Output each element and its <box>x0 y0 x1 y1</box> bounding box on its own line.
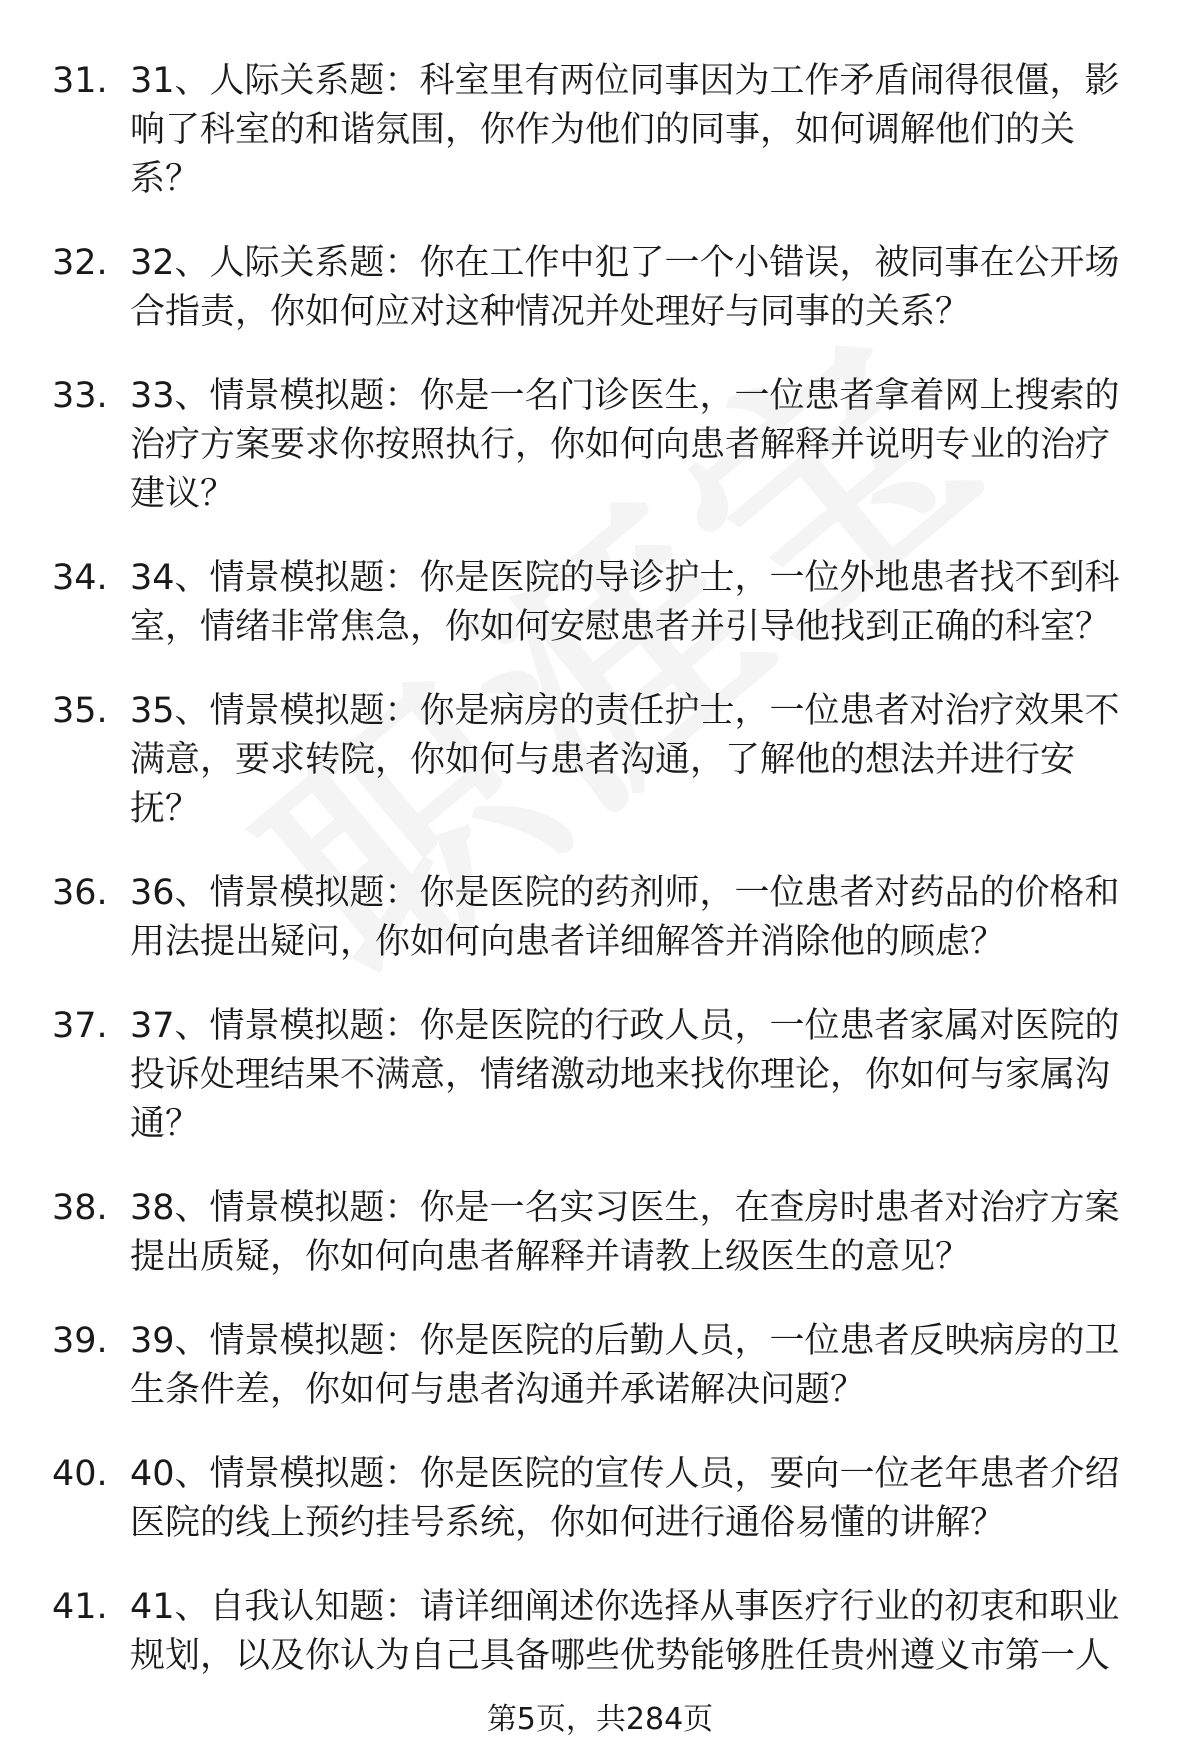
item-number: 39. <box>52 1321 108 1361</box>
page-footer: 第5页，共284页 <box>486 1702 714 1737</box>
list-item <box>0 1002 1200 1149</box>
list-item <box>0 57 1200 204</box>
list-item <box>0 239 1200 337</box>
item-number: 37. <box>52 1006 108 1046</box>
question-text: 40、情景模拟题：你是医院的宣传人员，要向一位老年患者介绍医院的线上预约挂号系统，你如何进行通俗易懂的讲解？ <box>130 1454 1120 1543</box>
list-item <box>0 1184 1200 1282</box>
item-number: 36. <box>52 873 108 913</box>
list-item <box>0 1450 1200 1548</box>
question-text: 31、人际关系题：科室里有两位同事因为工作矛盾闹得很僵，影响了科室的和谐氛围，你作为他们的同事，如何调解他们的关系？ <box>130 61 1120 199</box>
list-item <box>0 372 1200 519</box>
question-text: 35、情景模拟题：你是病房的责任护士，一位患者对治疗效果不满意，要求转院，你如何与患者沟通，了解他的想法并进行安抚？ <box>130 691 1120 829</box>
item-number: 34. <box>52 558 108 598</box>
question-text: 37、情景模拟题：你是医院的行政人员，一位患者家属对医院的投诉处理结果不满意，情绪激动地来找你理论，你如何与家属沟通？ <box>130 1006 1120 1144</box>
list-item <box>0 1583 1200 1681</box>
item-number: 40. <box>52 1454 108 1494</box>
item-number: 35. <box>52 691 108 731</box>
list-item <box>0 554 1200 652</box>
question-list <box>0 57 1200 1716</box>
list-item <box>0 869 1200 967</box>
item-number: 41. <box>52 1587 108 1627</box>
item-number: 33. <box>52 376 108 416</box>
item-number: 31. <box>52 61 108 101</box>
question-text: 33、情景模拟题：你是一名门诊医生，一位患者拿着网上搜索的治疗方案要求你按照执行，你如何向患者解释并说明专业的治疗建议？ <box>130 376 1120 514</box>
question-text: 41、自我认知题：请详细阐述你选择从事医疗行业的初衷和职业规划，以及你认为自己具备哪些优势能够胜任贵州遵义市第一人 <box>130 1587 1120 1676</box>
question-text: 36、情景模拟题：你是医院的药剂师，一位患者对药品的价格和用法提出疑问，你如何向患者详细解答并消除他的顾虑？ <box>130 873 1120 962</box>
question-text: 32、人际关系题：你在工作中犯了一个小错误，被同事在公开场合指责，你如何应对这种情况并处理好与同事的关系？ <box>130 243 1120 332</box>
question-text: 39、情景模拟题：你是医院的后勤人员，一位患者反映病房的卫生条件差，你如何与患者沟通并承诺解决问题？ <box>130 1321 1120 1410</box>
item-number: 32. <box>52 243 108 283</box>
question-text: 34、情景模拟题：你是医院的导诊护士，一位外地患者找不到科室，情绪非常焦急，你如何安慰患者并引导他找到正确的科室？ <box>130 558 1120 647</box>
question-text: 38、情景模拟题：你是一名实习医生，在查房时患者对治疗方案提出质疑，你如何向患者解释并请教上级医生的意见？ <box>130 1188 1120 1277</box>
list-item <box>0 1317 1200 1415</box>
item-number: 38. <box>52 1188 108 1228</box>
list-item <box>0 687 1200 834</box>
